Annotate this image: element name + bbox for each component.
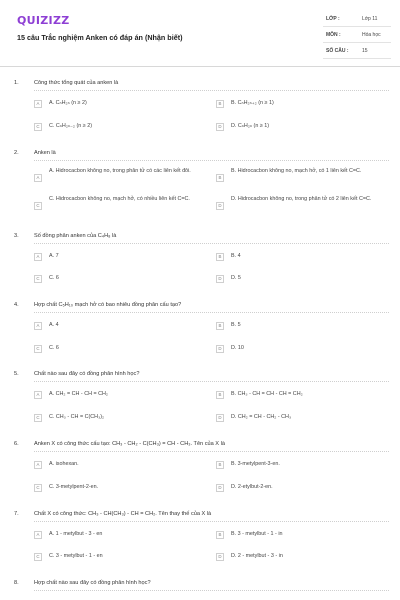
page-title: 15 câu Trắc nghiệm Anken có đáp án (Nhận biết) xyxy=(17,33,183,42)
option-letter-box: D xyxy=(216,345,224,353)
option-text: C. CH₃ - CH = C(CH₃)₂ xyxy=(49,414,105,420)
option-letter-box: B xyxy=(216,253,224,261)
option-text: A. Hidrocacbon không no, trong phân tử có các liên kết đôi. xyxy=(49,168,191,174)
question-number: 8. xyxy=(14,580,19,586)
question-divider xyxy=(34,160,389,161)
meta-row-class xyxy=(323,11,391,27)
option-text: C. Hidrocacbon không no, mạch hở, có nhiều liên kết C=C. xyxy=(49,196,190,202)
option-text: B. 5 xyxy=(231,322,241,328)
question-number: 2. xyxy=(14,150,19,156)
option-letter-box: C xyxy=(34,414,42,422)
option-text: D. 10 xyxy=(231,345,244,351)
question-number: 1. xyxy=(14,80,19,86)
option-letter-box: C xyxy=(34,345,42,353)
option-text: D. 5 xyxy=(231,275,241,281)
option-letter-box: B xyxy=(216,100,224,108)
option-text: A. 7 xyxy=(49,253,59,259)
option-text: C. CₙH₂ₙ₋₂ (n ≥ 2) xyxy=(49,123,93,129)
option-letter-box: A xyxy=(34,253,42,261)
meta-key: SỐ CÂU : xyxy=(326,48,349,54)
header-divider xyxy=(0,66,400,67)
option-letter-box: C xyxy=(34,275,42,283)
option-letter-box: C xyxy=(34,484,42,492)
option-text: C. 6 xyxy=(49,275,59,281)
option-letter-box: A xyxy=(34,531,42,539)
meta-key: MÔN : xyxy=(326,32,341,38)
question-text: Công thức tổng quát của anken là xyxy=(34,80,119,86)
option-letter-box: A xyxy=(34,174,42,182)
option-letter-box: A xyxy=(34,100,42,108)
question-number: 7. xyxy=(14,511,19,517)
meta-key: LỚP : xyxy=(326,16,340,22)
option-letter-box: D xyxy=(216,414,224,422)
question-text: Chất nào sau đây có đồng phân hình học? xyxy=(34,371,140,377)
question-number: 3. xyxy=(14,233,19,239)
option-text: D. Hidrocacbon không no, trong phân tử có 2 liên kết C=C. xyxy=(231,196,372,202)
page-header xyxy=(0,0,400,66)
option-letter-box: C xyxy=(34,553,42,561)
option-letter-box: B xyxy=(216,174,224,182)
question-divider xyxy=(34,243,389,244)
meta-row-subject xyxy=(323,27,391,43)
option-letter-box: C xyxy=(34,123,42,131)
option-text: B. CH₃ - CH = CH - CH = CH₂ xyxy=(231,391,303,397)
meta-value: Hóa học xyxy=(362,32,381,38)
option-text: B. Hidrocacbon không no, mạch hở, có 1 liên kết C=C. xyxy=(231,168,362,174)
option-letter-box: D xyxy=(216,123,224,131)
question-divider xyxy=(34,381,389,382)
option-text: D. 2 - metylbut - 3 - in xyxy=(231,553,283,559)
option-letter-box: B xyxy=(216,391,224,399)
meta-row-count xyxy=(323,43,391,59)
question-text: Anken là xyxy=(34,150,56,156)
option-text: C. 6 xyxy=(49,345,59,351)
question-divider xyxy=(34,590,389,591)
question-text: Số đồng phân anken của C₄H₈ là xyxy=(34,233,117,239)
question-number: 5. xyxy=(14,371,19,377)
option-text: B. 3-metylpent-3-en. xyxy=(231,461,280,467)
option-letter-box: D xyxy=(216,202,224,210)
option-text: B. CₙH₂ₙ₊₂ (n ≥ 1) xyxy=(231,100,274,106)
option-text: A. CₙH₂ₙ (n ≥ 2) xyxy=(49,100,87,106)
question-number: 4. xyxy=(14,302,19,308)
option-letter-box: B xyxy=(216,531,224,539)
question-divider xyxy=(34,451,389,452)
question-number: 6. xyxy=(14,441,19,447)
option-letter-box: C xyxy=(34,202,42,210)
meta-table xyxy=(323,11,391,59)
option-letter-box: A xyxy=(34,391,42,399)
quizizz-logo: QUIZIZZ xyxy=(17,14,70,27)
option-letter-box: D xyxy=(216,553,224,561)
option-letter-box: A xyxy=(34,461,42,469)
option-text: D. 2-etylbut-2-en. xyxy=(231,484,273,490)
option-letter-box: A xyxy=(34,322,42,330)
question-divider xyxy=(34,521,389,522)
option-letter-box: B xyxy=(216,461,224,469)
option-text: D. CₙH₂ₙ (n ≥ 1) xyxy=(231,123,270,129)
meta-value: Lớp 11 xyxy=(362,16,378,22)
option-text: B. 4 xyxy=(231,253,241,259)
option-letter-box: D xyxy=(216,484,224,492)
meta-value: 15 xyxy=(362,48,368,54)
option-text: C. 3 - metylbut - 1 - en xyxy=(49,553,103,559)
question-text: Hợp chất nào sau đây có đồng phân hình học? xyxy=(34,580,151,586)
option-text: C. 3-metylpent-2-en. xyxy=(49,484,99,490)
question-text: Anken X có công thức cấu tạo: CH₃ - CH₂ - C(CH₃) = CH - CH₃. Tên của X là xyxy=(34,441,225,447)
option-letter-box: B xyxy=(216,322,224,330)
question-text: Hợp chất C₅H₁₀ mạch hở có bao nhiêu đồng phân cấu tạo? xyxy=(34,302,182,308)
question-divider xyxy=(34,90,389,91)
option-text: A. 1 - metylbut - 3 - en xyxy=(49,531,103,537)
option-text: A. 4 xyxy=(49,322,59,328)
option-text: A. CH₂ = CH - CH = CH₂ xyxy=(49,391,108,397)
question-divider xyxy=(34,312,389,313)
option-text: A. isohexan. xyxy=(49,461,79,467)
question-text: Chất X có công thức: CH₃ - CH(CH₃) - CH = CH₂. Tên thay thế của X là xyxy=(34,511,212,517)
option-text: D. CH₂ = CH - CH₂ - CH₃ xyxy=(231,414,292,420)
option-letter-box: D xyxy=(216,275,224,283)
option-text: B. 3 - metylbut - 1 - in xyxy=(231,531,283,537)
